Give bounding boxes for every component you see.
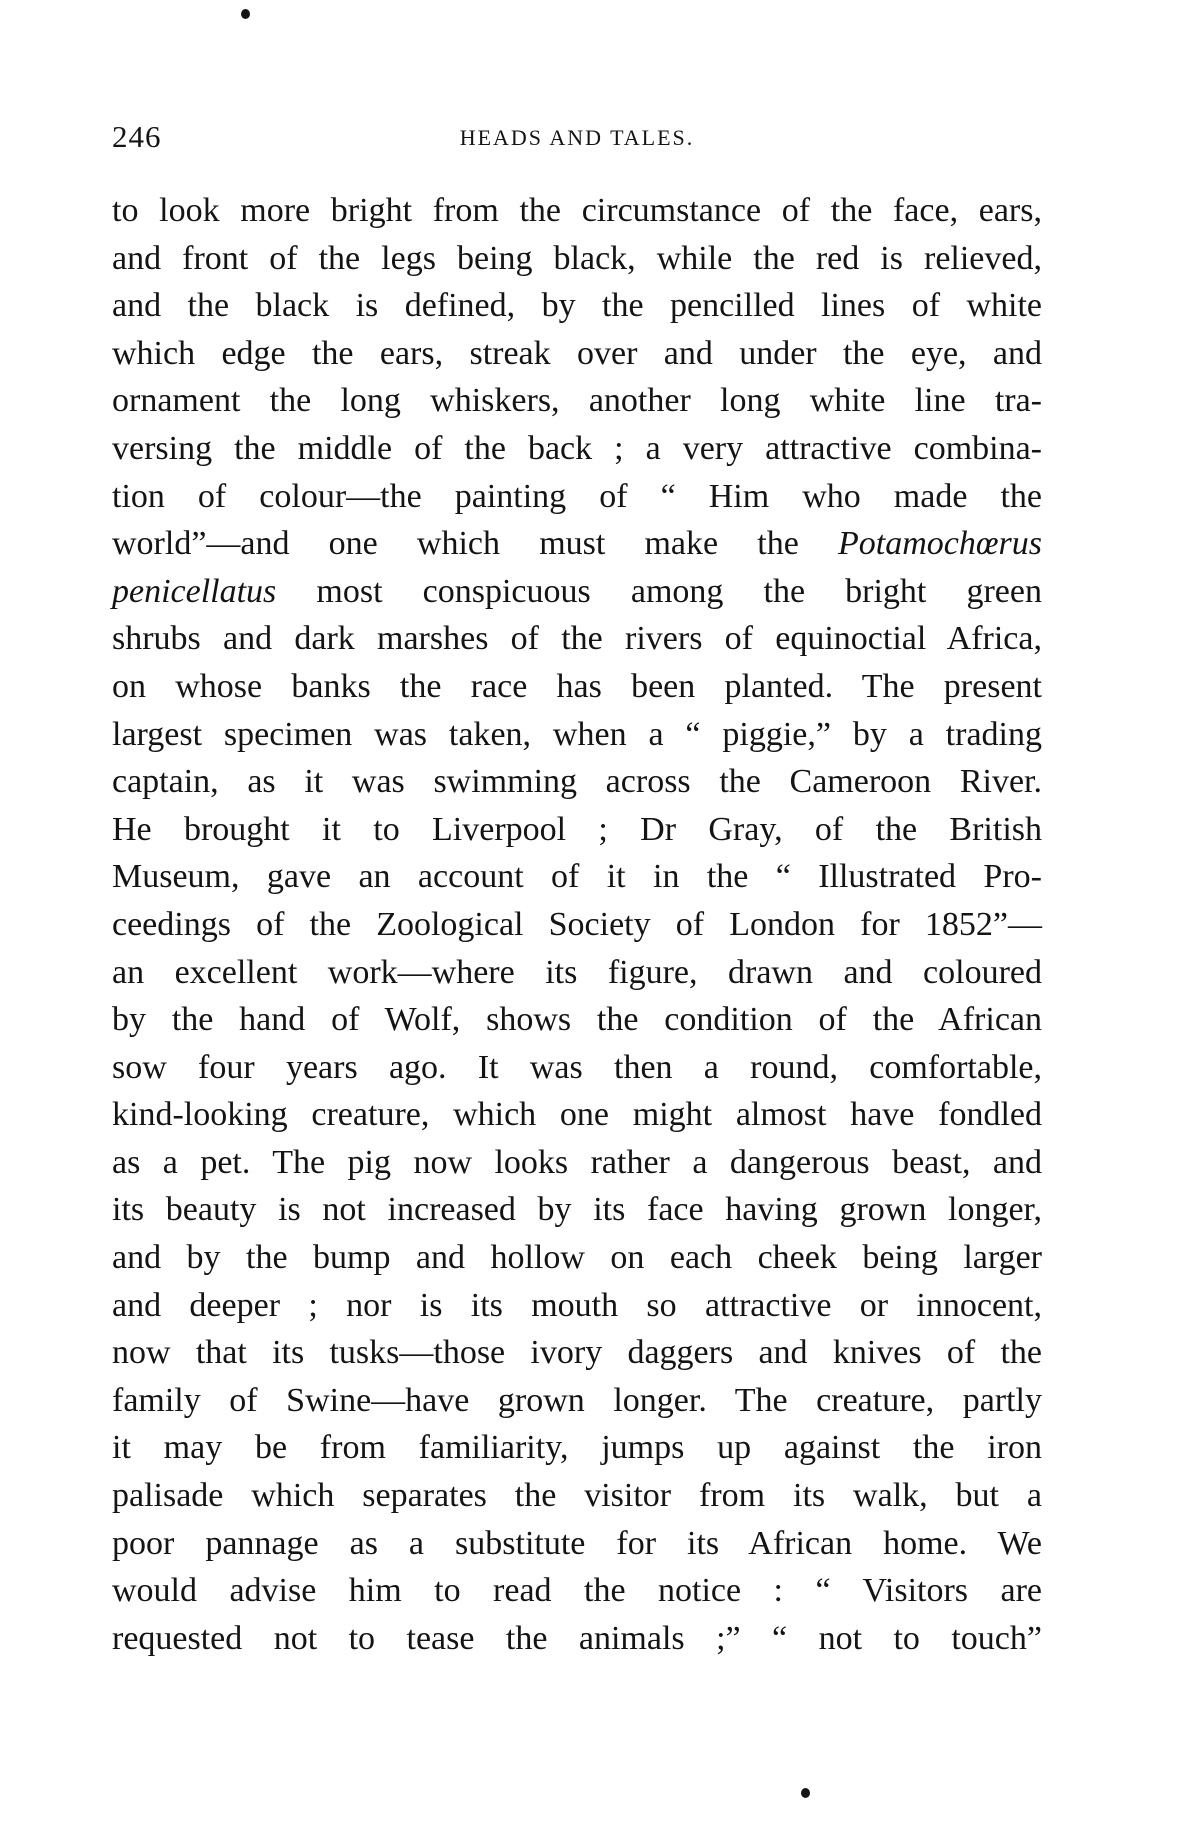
text-line: which edge the ears, streak over and under the eye, and [112, 334, 1042, 372]
text-line: sow four years ago. It was then a round, comfortable, [112, 1048, 1042, 1086]
text-line: tion of colour—the painting of “ Him who made the [112, 477, 1042, 515]
page-number: 246 [112, 119, 162, 154]
text-line: now that its tusks—those ivory daggers and knives of the [112, 1334, 1042, 1372]
body-text [112, 187, 1042, 1662]
text-line: and deeper ; nor is its mouth so attractive or innocent, [112, 1286, 1042, 1324]
text-line: and by the bump and hollow on each cheek being larger [112, 1239, 1042, 1277]
text-line: as a pet. The pig now looks rather a dangerous beast, and [112, 1143, 1042, 1181]
running-head [112, 120, 1042, 154]
ink-speck [801, 1788, 810, 1798]
text-line: ornament the long whiskers, another long white line tra- [112, 382, 1042, 420]
text-line: family of Swine—have grown longer. The creature, partly [112, 1381, 1042, 1419]
italic-species-name: penicellatus [112, 572, 277, 610]
text-line: to look more bright from the circumstance of the face, ears, [112, 192, 1042, 229]
text-line: largest specimen was taken, when a “ piggie,” by a trading [112, 715, 1042, 753]
text-line: an excellent work—where its figure, drawn and coloured [112, 953, 1042, 991]
text-line: versing the middle of the back ; a very attractive combina- [112, 429, 1042, 467]
text-line: kind-looking creature, which one might almost have fondled [112, 1096, 1042, 1134]
text-line: He brought it to Liverpool ; Dr Gray, of the British [112, 810, 1042, 848]
text-line: and front of the legs being black, while the red is relieved, [112, 239, 1042, 277]
text-line: Museum, gave an account of it in the “ Illustrated Pro- [112, 858, 1042, 896]
line-segment: most conspicuous among the bright green [276, 572, 1042, 610]
text-line: its beauty is not increased by its face having grown longer, [112, 1191, 1042, 1229]
text-line: requested not to tease the animals ;” “ not to touch” [112, 1619, 1042, 1657]
text-line: palisade which separates the visitor from its walk, but a [112, 1477, 1042, 1515]
text-line [112, 568, 1042, 616]
text-line: ceedings of the Zoological Society of London for 1852”— [112, 905, 1042, 943]
text-line: and the black is defined, by the pencilled lines of white [112, 287, 1042, 325]
italic-species-name: Potamochœrus [838, 525, 1042, 563]
text-line: poor pannage as a substitute for its African home. We [112, 1524, 1042, 1562]
ink-speck [241, 9, 250, 19]
text-line: on whose banks the race has been planted. The present [112, 667, 1042, 705]
text-line: captain, as it was swimming across the Cameroon River. [112, 763, 1042, 801]
line-segment: world”—and one which must make the [112, 525, 838, 563]
running-title: HEADS AND TALES. [459, 125, 695, 150]
text-line: by the hand of Wolf, shows the condition of the African [112, 1001, 1042, 1039]
text-line: would advise him to read the notice : “ Visitors are [112, 1572, 1042, 1610]
text-line: shrubs and dark marshes of the rivers of equinoctial Africa, [112, 620, 1042, 658]
text-line: it may be from familiarity, jumps up against the iron [112, 1429, 1042, 1467]
text-line [112, 520, 1042, 568]
